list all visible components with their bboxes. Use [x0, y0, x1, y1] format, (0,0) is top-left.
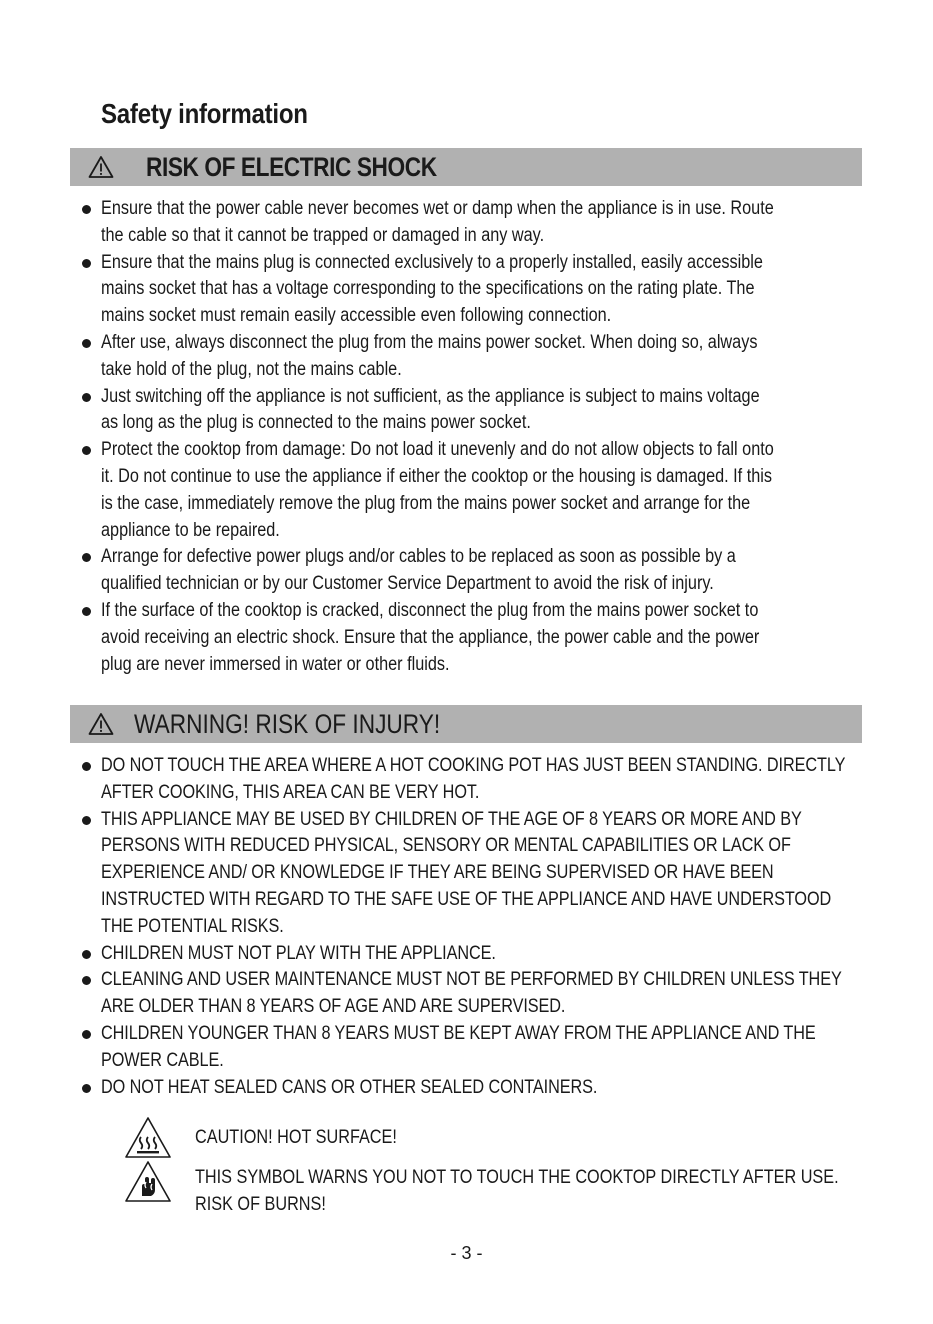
list-item: Protect the cooktop from damage: Do not load it unevenly and do not allow objects to fall onto it. Do not continue to use the appliance if either the cooktop or the housing is damaged. If this is the case, immediately remove the plug from the mains power socket and arrange for the appliance to be repaired.: [0, 437, 933, 544]
list-item: After use, always disconnect the plug from the mains power socket. When doing so, always take hold of the plug, not the mains cable.: [0, 330, 933, 384]
bullet-icon: [82, 553, 91, 562]
page-number: - 3 -: [450, 1243, 483, 1263]
bullet-icon: [82, 205, 91, 214]
symbol-hot-surface-text: CAUTION! HOT SURFACE!: [195, 1127, 397, 1148]
bullet-icon: [82, 446, 91, 455]
list-item: Just switching off the appliance is not sufficient, as the appliance is subject to mains voltage as long as the plug is connected to the mains power socket.: [0, 384, 933, 438]
list-item: CLEANING AND USER MAINTENANCE MUST NOT BE PERFORMED BY CHILDREN UNLESS THEY ARE OLDER THAN 8 YEARS OF AGE AND ARE SUPERVISED.: [0, 967, 933, 1021]
section-title-electric-shock: RISK OF ELECTRIC SHOCK: [146, 151, 437, 182]
bullet-icon: [82, 607, 91, 616]
bullet-icon: [82, 1030, 91, 1039]
do-not-touch-warning-icon: [124, 1160, 172, 1204]
list-item: Arrange for defective power plugs and/or cables to be replaced as soon as possible by a qualified technician or by our Customer Service Department to avoid the risk of injury.: [0, 544, 933, 598]
section-header-electric-shock: [70, 148, 862, 186]
bullet-icon: [82, 1084, 91, 1093]
section-header-risk-of-injury: [70, 705, 862, 743]
bullet-icon: [82, 393, 91, 402]
list-item: Ensure that the power cable never becomes wet or damp when the appliance is in use. Route the cable so that it cannot be trapped or damaged in any way.: [0, 196, 933, 250]
bullet-icon: [82, 816, 91, 825]
bullet-icon: [82, 976, 91, 985]
risk-of-injury-list: [0, 753, 933, 1101]
list-item: DO NOT HEAT SEALED CANS OR OTHER SEALED CONTAINERS.: [0, 1075, 933, 1102]
list-item: DO NOT TOUCH THE AREA WHERE A HOT COOKING POT HAS JUST BEEN STANDING. DIRECTLY AFTER COOKING, THIS AREA CAN BE VERY HOT.: [0, 753, 933, 807]
warning-triangle-icon: [88, 712, 114, 736]
list-item: If the surface of the cooktop is cracked, disconnect the plug from the mains power socket to avoid receiving an electric shock. Ensure that the appliance, the power cable and the power plug are never immersed in water or other fluids.: [0, 598, 933, 678]
warning-triangle-icon: [88, 155, 114, 179]
bullet-icon: [82, 339, 91, 348]
section-title-risk-of-injury: WARNING! RISK OF INJURY!: [134, 708, 441, 739]
list-item: CHILDREN MUST NOT PLAY WITH THE APPLIANCE.: [0, 941, 933, 968]
bullet-icon: [82, 259, 91, 268]
page-title: Safety information: [101, 98, 308, 129]
electric-shock-list: [0, 196, 933, 678]
bullet-icon: [82, 762, 91, 771]
symbol-do-not-touch-text: THIS SYMBOL WARNS YOU NOT TO TOUCH THE COOKTOP DIRECTLY AFTER USE. RISK OF BURNS!: [195, 1167, 839, 1215]
bullet-icon: [82, 950, 91, 959]
list-item: Ensure that the mains plug is connected exclusively to a properly installed, easily accessible mains socket that has a voltage corresponding to the specifications on the rating plate. The mains socket must remain easily accessible even following connection.: [0, 250, 933, 330]
list-item: CHILDREN YOUNGER THAN 8 YEARS MUST BE KEPT AWAY FROM THE APPLIANCE AND THE POWER CABLE.: [0, 1021, 933, 1075]
list-item: THIS APPLIANCE MAY BE USED BY CHILDREN OF THE AGE OF 8 YEARS OR MORE AND BY PERSONS WITH REDUCED PHYSICAL, SENSORY OR MENTAL CAPABILITIES OR LACK OF EXPERIENCE AND/ OR KNOWLEDGE IF THEY ARE BEING SUPERVISED OR HAVE BEEN INSTRUCTED WITH REGARD TO THE SAFE USE OF THE APPLIANCE AND HAVE UNDERSTOOD THE POTENTIAL RISKS.: [0, 807, 933, 941]
hot-surface-warning-icon: [124, 1116, 172, 1160]
